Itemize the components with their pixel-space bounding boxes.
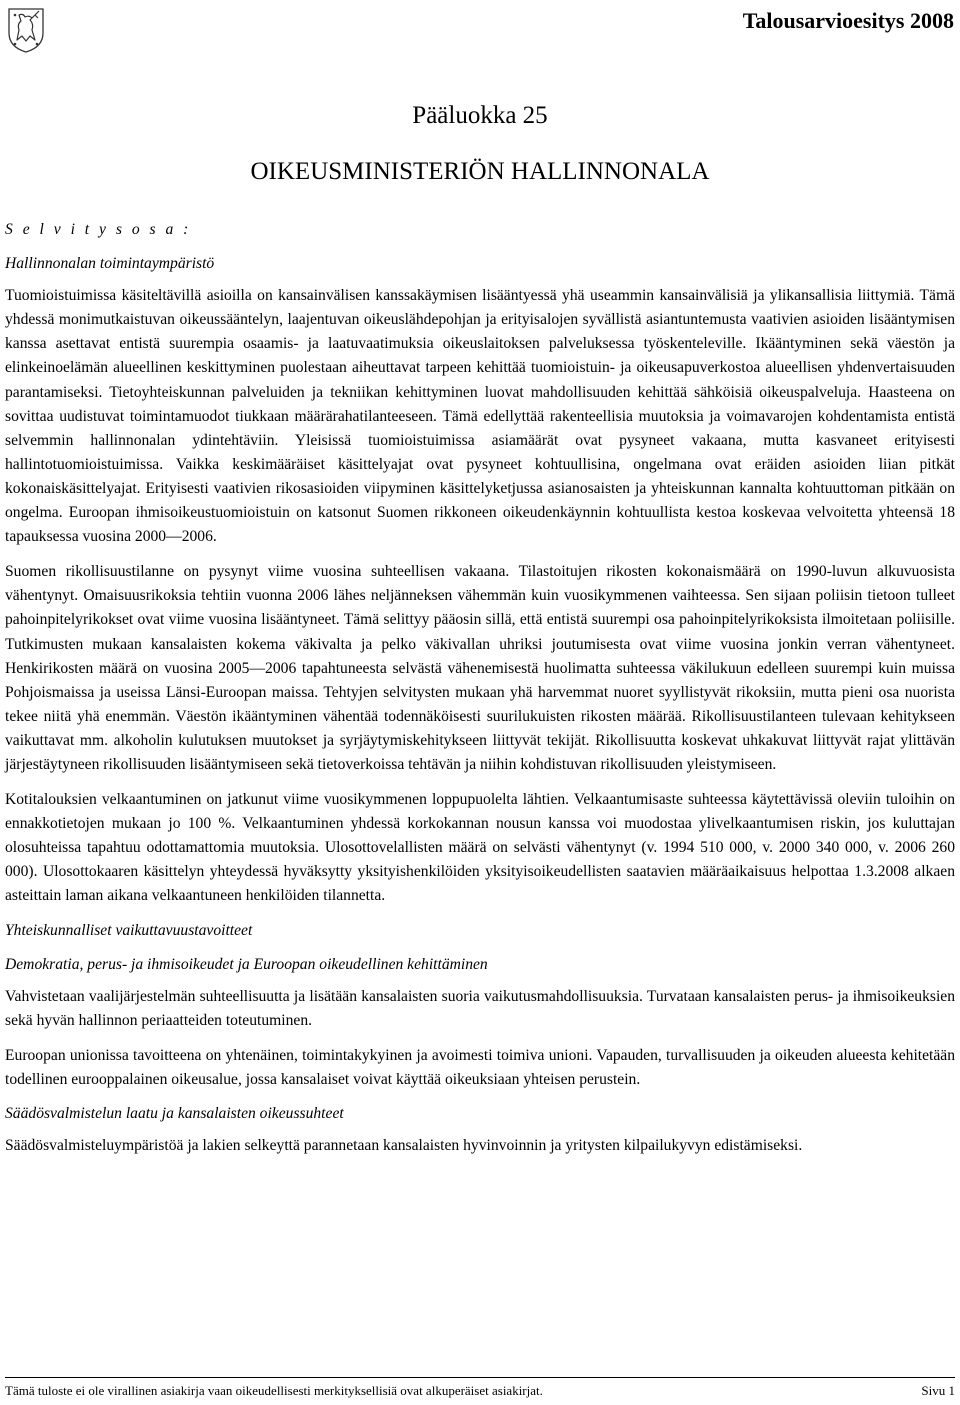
paragraph-democracy-1: Vahvistetaan vaalijärjestelmän suhteellisuutta ja lisätään kansalaisten suoria vaikutusmahdollisuuksia. Turvataan kansalaisten perus- ja ihmisoikeuksien sekä hyvän hallinnon periaatteiden toteutuminen. (5, 987, 955, 1029)
heading-goals: Yhteiskunnalliset vaikuttavuustavoitteet (5, 921, 253, 939)
coat-of-arms-lion-icon (6, 6, 46, 54)
main-subtitle: OIKEUSMINISTERIÖN HALLINNONALA (250, 158, 710, 185)
paragraph-democracy-2: Euroopan unionissa tavoitteena on yhtenäinen, toimintakykyinen ja avoimesti toimiva unioni. Vapauden, turvallisuuden ja oikeuden alueesta kehitetään todellinen eurooppalainen oikeusalue, jossa kansalaiset voivat käyttää oikeuksiaan yhteisen perustein. (5, 1046, 955, 1088)
footer-divider (5, 1377, 955, 1378)
heading-environment: Hallinnonalan toimintaympäristö (5, 255, 215, 273)
footer-disclaimer: Tämä tuloste ei ole virallinen asiakirja vaan oikeudellisesti merkityksellisiä ovat alkuperäiset asiakirjat. (5, 1383, 543, 1398)
paragraph-environment-1: Tuomioistuimissa käsiteltävillä asioilla on kansainvälisen kanssakäymisen lisääntyessä yhä useammin kansainvälisiä ja ylikansallisia liittymiä. Tämä yhdessä monimutkaistuvan oikeussääntelyn, laajentuvan oikeuslähdepohjan ja erityisalojen syvällistä asiantuntemusta vaativien asioiden lisääntymisen kanssa asettavat entistä suurempia osaamis- ja laatuvaatimuksia oikeuslaitoksen palveluksessa työskenteleville. Ikääntyminen sekä väestön ja elinkeinoelämän alueellinen keskittyminen puolestaan aiheuttavat tarpeen kehittää tuomioistuin- ja oikeusapuverkostoa alueellisen yhdenvertaisuuden parantamiseksi. Tietoyhteiskunnan palveluiden ja tekniikan kehittyminen luovat mahdollisuuden kehittää sähköisiä oikeuspalveluja. Haasteena on sovittaa uudistuvat toimintamuodot tiukkaan määrärahatilanteeseen. Tämä edellyttää rakenteellisia muutoksia ja voimavarojen kohdentamista entistä selvemmin hallinnonalan ydintehtäviin. Yleisissä tuomioistuimissa asiamäärät ovat pysyneet vakaana, mutta kasvaneet erityisesti hallintotuomioistuimissa. Vaikka keskimääräiset käsittelyajat ovat pysyneet kohtuullisina, ongelmana ovat eräiden asioiden liian pitkät kokonaiskäsittelyajat. Erityisesti vaativien rikosasioiden viipyminen käsittelyketjussa asianosaisten ja yhteiskunnan kannalta kohtuuttoman pitkään on ongelma. Euroopan ihmisoikeustuomioistuin on katsonut Suomen rikkoneen oikeudenkäynnin kohtuullista kestoa koskevaa velvoitetta yhteensä 18 tapauksessa vuosina 2000—2006. (5, 287, 955, 546)
footer-page-number: Sivu 1 (921, 1383, 955, 1398)
heading-democracy: Demokratia, perus- ja ihmisoikeudet ja Euroopan oikeudellinen kehittäminen (5, 955, 488, 973)
paragraph-environment-2: Suomen rikollisuustilanne on pysynyt viime vuosina suhteellisen vakaana. Tilastoitujen rikosten kokonaismäärä on 1990-luvun alkuvuosista vähentynyt. Omaisuusrikoksia tehtiin vuonna 2006 lähes neljänneksen vähemmän kuin vuosikymmenen vaihteessa. Sen sijaan poliisin tietoon tulleet pahoinpitelyrikokset ovat viime vuosina lisääntyneet. Tämä selittyy pääosin sillä, että entistä suurempi osa pahoinpitelyrikoksista ilmoitetaan poliisille. Tutkimusten mukaan kansalaisten kokema väkivalta ja pelko väkivallan uhriksi joutumisesta ovat viime vuosina jonkin verran vähentyneet. Henkirikosten määrä on vuosina 2005—2006 tapahtuneesta selvästä vähenemisestä huolimatta suhteessa väkilukuun edelleen suurempi kuin muissa Pohjoismaissa ja useissa Länsi-Euroopan maissa. Tehtyjen selvitysten mukaan yhä harvemmat nuoret syyllistyvät rikoksiin, mutta pieni osa nuorista tekee niitä yhä enemmän. Väestön ikääntyminen vähentää todennäköisesti suurilukuisten rikosten määrää. Rikollisuustilanteen tulevaan kehitykseen vaikuttavat mm. alkoholin kulutuksen muutokset ja syrjäytymiskehitykseen liittyvät tekijät. Rikollisuutta koskevat uhkakuvat liittyvät rajat ylittävän järjestäytyneen rikollisuuden lisääntymiseen sekä tietoverkoissa tehtävän ja niihin kohdistuvan rikollisuuden yleistymiseen. (5, 563, 955, 773)
main-title: Pääluokka 25 (412, 102, 548, 129)
heading-legislation: Säädösvalmistelun laatu ja kansalaisten oikeussuhteet (5, 1105, 344, 1123)
section-label: S e l v i t y s o s a : (5, 221, 192, 238)
document-body (5, 218, 955, 1158)
paragraph-legislation-1: Säädösvalmisteluympäristöä ja lakien selkeyttä parannetaan kansalaisten hyvinvoinnin ja yritysten kilpailukyvyn edistämiseksi. (5, 1137, 803, 1155)
paragraph-environment-3: Kotitalouksien velkaantuminen on jatkunut viime vuosikymmenen loppupuolelta lähtien. Velkaantumisaste suhteessa käytettävissä oleviin tuloihin on ennakkotietojen mukaan jo 100 %. Velkaantuminen yhdessä korkokannan nousun kanssa voi muodostaa ylivelkaantumisen riskin, jos kuluttajan olosuhteissa tapahtuu odottamattomia muutoksia. Ulosottovelallisten määrä on selvästi vähentynyt (v. 1994 510 000, v. 2000 340 000, v. 2006 260 000). Ulosottokaaren käsittelyn yhteydessä hyväksytty yksityishenkilöiden yksityisoikeudellisten saatavien määräaikaisuus helpottaa 1.3.2008 alkaen asteittain laman aikana velkaantuneen henkilöiden tilannetta. (5, 791, 955, 905)
document-header-title: Talousarvioesitys 2008 (742, 8, 954, 33)
